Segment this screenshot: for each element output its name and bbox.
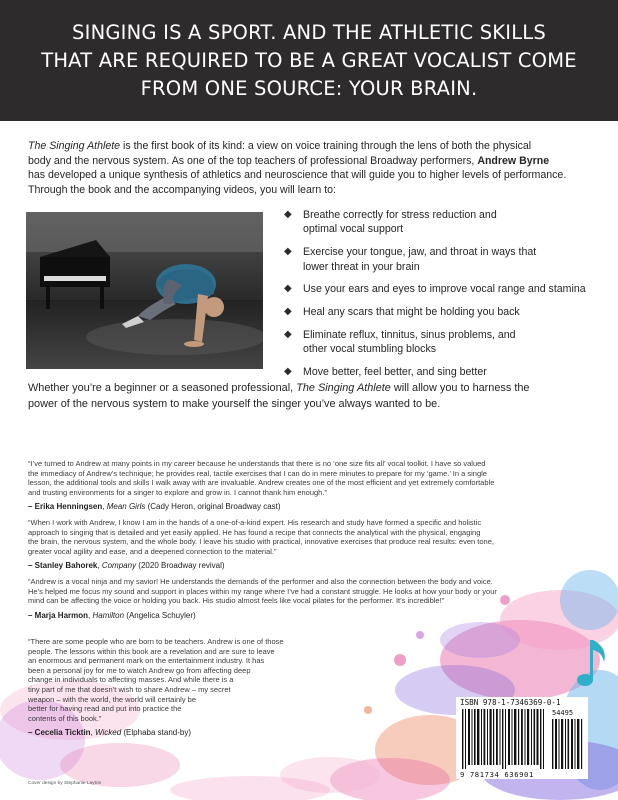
diamond-bullet-icon: ◆ [284, 246, 292, 258]
list-item: ◆ Breathe correctly for stress reduction and optimal vocal support [284, 209, 497, 236]
testimonial-attribution: – Marja Harmon, Hamilton (Angelica Schuyler) [28, 610, 196, 620]
headline [41, 19, 577, 103]
list-item: ◆ Eliminate reflux, tinnitus, sinus problems, and other vocal stumbling blocks [284, 328, 516, 356]
diamond-bullet-icon: ◆ [284, 365, 292, 377]
headline-line: FROM ONE SOURCE: YOUR BRAIN. [140, 76, 478, 100]
intro-line: body and the nervous system. As one of the top teachers of professional Broadway performers, Andrew Byrne [28, 154, 550, 167]
list-item: ◆ Exercise your tongue, jaw, and throat in ways that lower threat in your brain [284, 246, 537, 273]
testimonial: “I’ve turned to Andrew at many points in my career because he understands that there is no ‘one size fits all’ vocal toolkit. I have so valued the immediacy of Andrew’s technique; he provides real, tactile exercises that I can do in mere minutes to prepare for my ‘game.’ In a single lesson, the additional tools and skills I walk away with are invaluable. Andrew creates one of the most efficient and yet extremely comfortable and trusting environments for a singer to explore and grow in. I cannot thank him enough.” – Erika Henningsen, Mean Girls (Cady Heron, original Broadway cast) [28, 459, 598, 512]
testimonial-attribution: – Cecelia Ticktin, Wicked (Elphaba stand-by) [28, 728, 191, 738]
barcode-bars [462, 709, 582, 769]
diamond-bullet-icon: ◆ [284, 305, 292, 317]
headline-line: SINGING IS A SPORT. AND THE ATHLETIC SKILLS [72, 20, 546, 44]
cover-credit: Cover design by Stephanie Layton [28, 781, 102, 786]
list-item: ◆ Use your ears and eyes to improve vocal range and stamina [284, 283, 586, 296]
testimonial: “Andrew is a vocal ninja and my savior! He understands the demands of the performer and also the connection between the body and voice. He’s helped me focus my sound and support in places within my range where I’ve had a constant struggle. He looks at how your body or your mind can be affecting the voice or holding you back. His studio almost feels like vocal pilates for the performer. It’s incredible!” – Marja Harmon, Hamilton (Angelica Schuyler) [28, 577, 598, 621]
singer-photo [26, 212, 263, 369]
outro-paragraph [28, 381, 594, 412]
intro-line: The Singing Athlete is the first book of its kind: a view on voice training through the lens of both the physical [28, 140, 532, 152]
book-title: The Singing Athlete [28, 140, 121, 152]
intro-line: has developed a unique synthesis of athletics and neuroscience that will guide you to higher levels of performance. [28, 169, 567, 182]
author-name: Andrew Byrne [477, 154, 550, 167]
intro-line: Through the book and the accompanying videos, you will learn to: [28, 183, 336, 196]
barcode-number: 9 781734 636901 [460, 770, 534, 779]
diamond-bullet-icon: ◆ [284, 283, 292, 295]
list-item: ◆ Heal any scars that might be holding you back [284, 305, 520, 318]
outro-line: Whether you’re a beginner or a seasoned professional, The Singing Athlete will allow you to harness the [28, 382, 530, 394]
headline-banner [0, 0, 618, 121]
isbn-number: ISBN 978-1-7346369-0-1 [460, 698, 561, 707]
testimonial: “There are some people who are born to be teachers. Andrew is one of those people. The lessons within this book are a revelation and are sure to leave an enormous and permanent mark on the entertainment industry. It has been a personal joy for me to watch Andrew go from affecting deep change in individuals to affecting masses. And while there is a tiny part of me that doesn’t wish to share Andrew – my secret weapon – with the world, the world will certainly be better for having read and put into practice the contents of this book.” – Cecelia Ticktin, Wicked (Elphaba stand-by) [28, 637, 598, 738]
price-addon-number: 54495 [552, 709, 574, 717]
benefits-list [284, 208, 604, 387]
intro-paragraph [28, 139, 594, 197]
diamond-bullet-icon: ◆ [284, 209, 292, 220]
headline-line: THAT ARE REQUIRED TO BE A GREAT VOCALIST COME [41, 48, 577, 72]
isbn-barcode [456, 697, 588, 779]
testimonial-attribution: – Erika Henningsen, Mean Girls (Cady Heron, original Broadway cast) [28, 502, 281, 512]
outro-line: power of the nervous system to make yourself the singer you’ve always wanted to be. [28, 397, 441, 410]
list-item: ◆ Move better, feel better, and sing better [284, 365, 487, 378]
diamond-bullet-icon: ◆ [284, 328, 292, 340]
book-title: The Singing Athlete [296, 382, 391, 394]
testimonial-attribution: – Stanley Bahorek, Company (2020 Broadway revival) [28, 561, 225, 571]
testimonial: “When I work with Andrew, I know I am in the hands of a one-of-a-kind expert. His research and study have formed a specific and holistic approach to singing that is detailed and yet easily applied. He has found a recipe that connects the analytical with the physical, engaging the brain, the nervous system, and the whole body. I leave his studio with practical, innovative exercises that produce real results: even tone, greater vocal agility and ease, and a deepened connection to the material.” – Stanley Bahorek, Company (2020 Broadway revival) [28, 518, 598, 571]
